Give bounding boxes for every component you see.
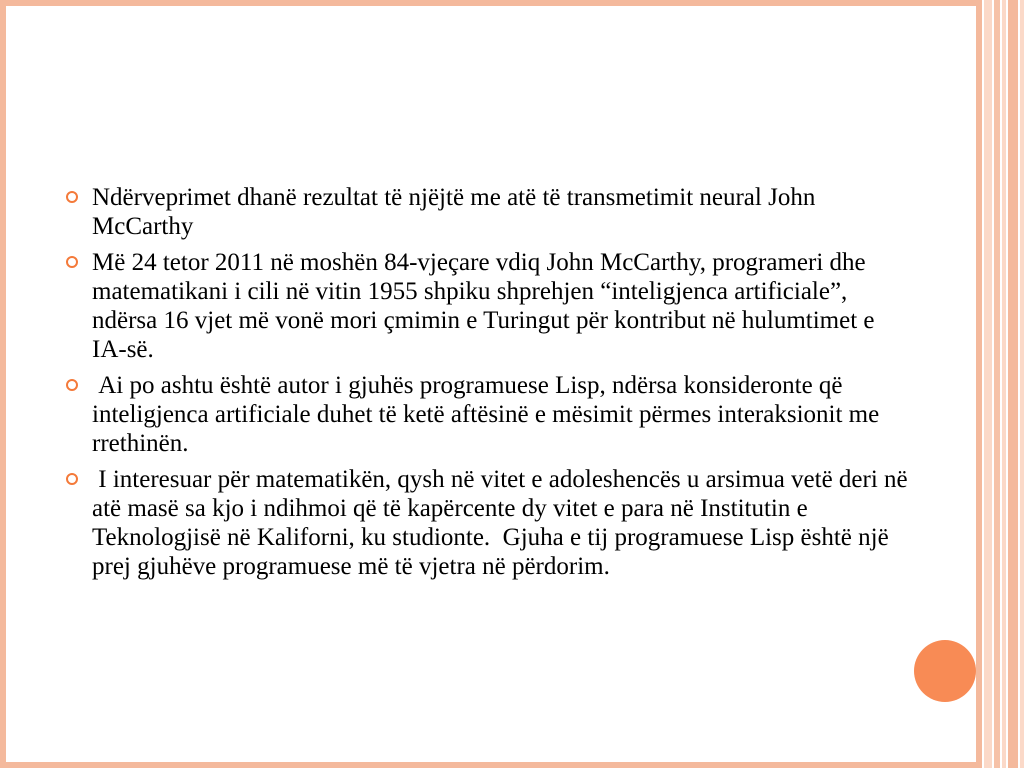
bullet-item bbox=[64, 465, 914, 581]
frame-left-border bbox=[0, 0, 6, 768]
decorative-stripe bbox=[1020, 0, 1024, 768]
bullet-text: Ndërveprimet dhanë rezultat të njëjtë me atë të transmetimit neural John McCarthy bbox=[92, 184, 816, 240]
circle-bullet-icon bbox=[66, 379, 78, 391]
bullet-text: Më 24 tetor 2011 në moshën 84-vjeçare vdiq John McCarthy, programeri dhe matematikani i cili në vitin 1955 shpiku shprehjen “inteligjenca artificiale”, ndërsa 16 vjet më vonë mori çmimin e Turingut për kontribut në hulumtimet e IA-së. bbox=[92, 249, 875, 363]
slide-content bbox=[64, 183, 914, 588]
bullet-item bbox=[64, 371, 914, 458]
decorative-stripe bbox=[994, 0, 1000, 768]
decorative-stripe bbox=[984, 0, 992, 768]
bullet-item bbox=[64, 248, 914, 364]
bullet-item bbox=[64, 183, 914, 241]
bullet-list bbox=[64, 183, 914, 581]
circle-bullet-icon bbox=[66, 256, 78, 268]
accent-circle-icon bbox=[914, 640, 976, 702]
bullet-text: Ai po ashtu është autor i gjuhës programuese Lisp, ndërsa konsideronte që inteligjenca artificiale duhet të ketë aftësinë e mësimit përmes interaksionit me rrethinën. bbox=[92, 372, 886, 457]
frame-top-border bbox=[0, 0, 982, 6]
decorative-stripe bbox=[1002, 0, 1006, 768]
circle-bullet-icon bbox=[66, 473, 78, 485]
bullet-text: I interesuar për matematikën, qysh në vitet e adoleshencës u arsimua vetë deri në atë masë sa kjo i ndihmoi që të kapërcente dy vitet e para në Institutin e Teknologjisë në Kaliforni, ku studionte. Gjuha e tij programuese Lisp është një prej gjuhëve programuese më të vjetra në përdorim. bbox=[92, 466, 914, 580]
frame-bottom-border bbox=[0, 762, 982, 768]
circle-bullet-icon bbox=[66, 191, 78, 203]
decorative-stripe bbox=[1008, 0, 1018, 768]
frame-right-border bbox=[976, 0, 982, 768]
